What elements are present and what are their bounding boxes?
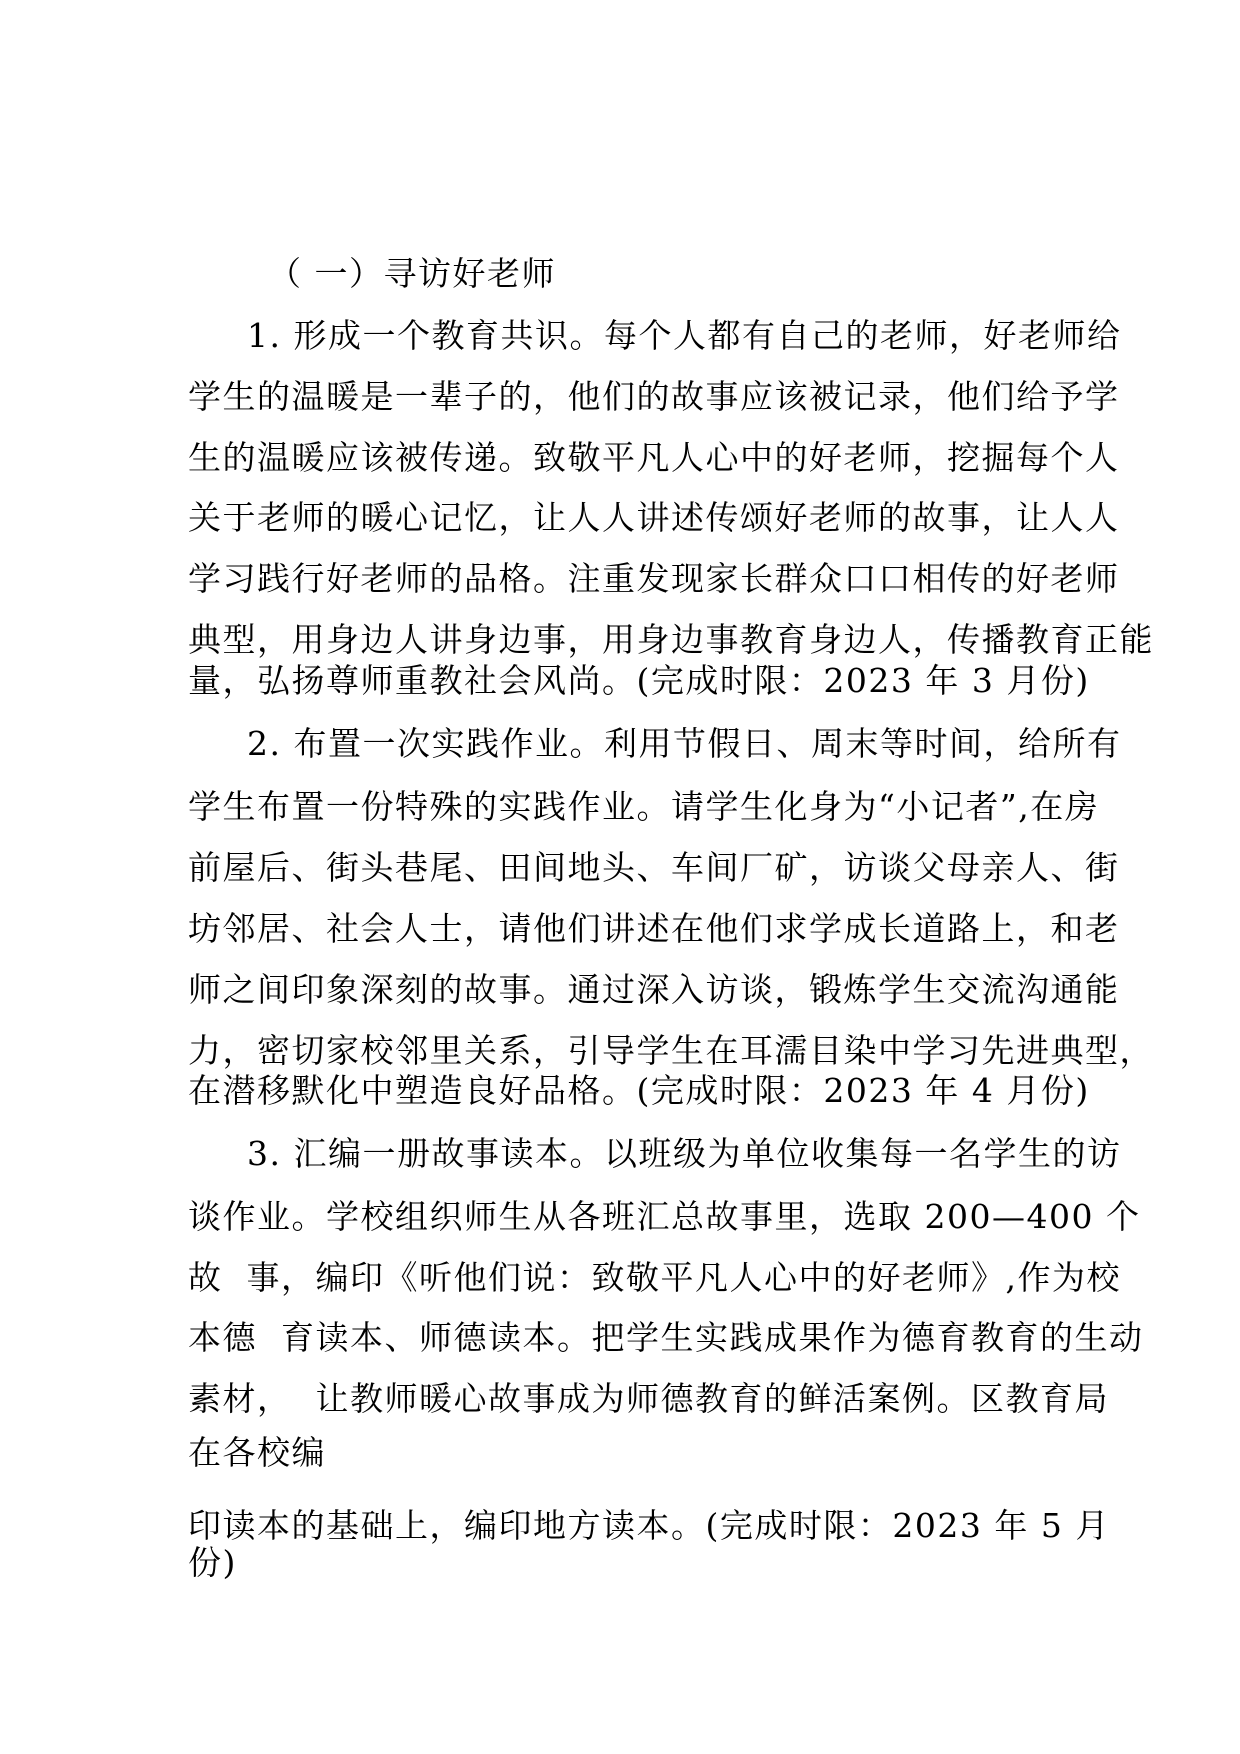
paragraph-1-line-4: 关于老师的暖心记忆，让人人讲述传颂好老师的故事，让人人 [188, 498, 1120, 537]
paragraph-3-line-7: 印读本的基础上，编印地方读本。(完成时限：2023 年 5 月 [188, 1506, 1110, 1545]
paragraph-2-line-5: 师之间印象深刻的故事。通过深入访谈，锻炼学生交流沟通能 [188, 970, 1120, 1009]
paragraph-2-line-2: 学生布置一份特殊的实践作业。请学生化身为“小记者”,在房 [188, 787, 1100, 826]
paragraph-1-line-2: 学生的温暖是一辈子的，他们的故事应该被记录，他们给予学 [188, 377, 1120, 416]
paragraph-2-line-6: 力，密切家校邻里关系，引导学生在耳濡目染中学习先进典型， [188, 1031, 1154, 1070]
paragraph-1-line-3: 生的温暖应该被传递。致敬平凡人心中的好老师，挖掘每个人 [188, 438, 1120, 477]
paragraph-3-line-4: 本德 育读本、师德读本。把学生实践成果作为德育教育的生动 [188, 1318, 1144, 1357]
section-heading: （ 一）寻访好老师 [268, 254, 556, 293]
paragraph-3-line-1: 3. 汇编一册故事读本。以班级为单位收集每一名学生的访 [247, 1134, 1122, 1173]
paragraph-1-line-1: 1. 形成一个教育共识。每个人都有自己的老师，好老师给 [247, 316, 1122, 355]
paragraph-1-line-7: 量，弘扬尊师重教社会风尚。(完成时限：2023 年 3 月份) [188, 661, 1090, 700]
paragraph-3-line-8: 份) [188, 1543, 237, 1582]
paragraph-1-line-6: 典型，用身边人讲身边事，用身边事教育身边人，传播教育正能 [188, 620, 1154, 659]
paragraph-2-line-4: 坊邻居、社会人士，请他们讲述在他们求学成长道路上，和老 [188, 909, 1120, 948]
paragraph-3-line-5: 素材， 让教师暖心故事成为师德教育的鲜活案例。区教育局 [188, 1379, 1109, 1418]
paragraph-2-line-3: 前屋后、街头巷尾、田间地头、车间厂矿，访谈父母亲人、街 [188, 848, 1120, 887]
paragraph-2-line-1: 2. 布置一次实践作业。利用节假日、周末等时间，给所有 [247, 724, 1122, 763]
paragraph-2-line-7: 在潜移默化中塑造良好品格。(完成时限：2023 年 4 月份) [188, 1071, 1090, 1110]
paragraph-3-line-2: 谈作业。学校组织师生从各班汇总故事里，选取 200—400 个 [188, 1197, 1141, 1236]
paragraph-1-line-5: 学习践行好老师的品格。注重发现家长群众口口相传的好老师 [188, 559, 1120, 598]
paragraph-3-line-6: 在各校编 [188, 1433, 326, 1472]
paragraph-3-line-3: 故 事，编印《听他们说：致敬平凡人心中的好老师》,作为校 [188, 1258, 1121, 1297]
